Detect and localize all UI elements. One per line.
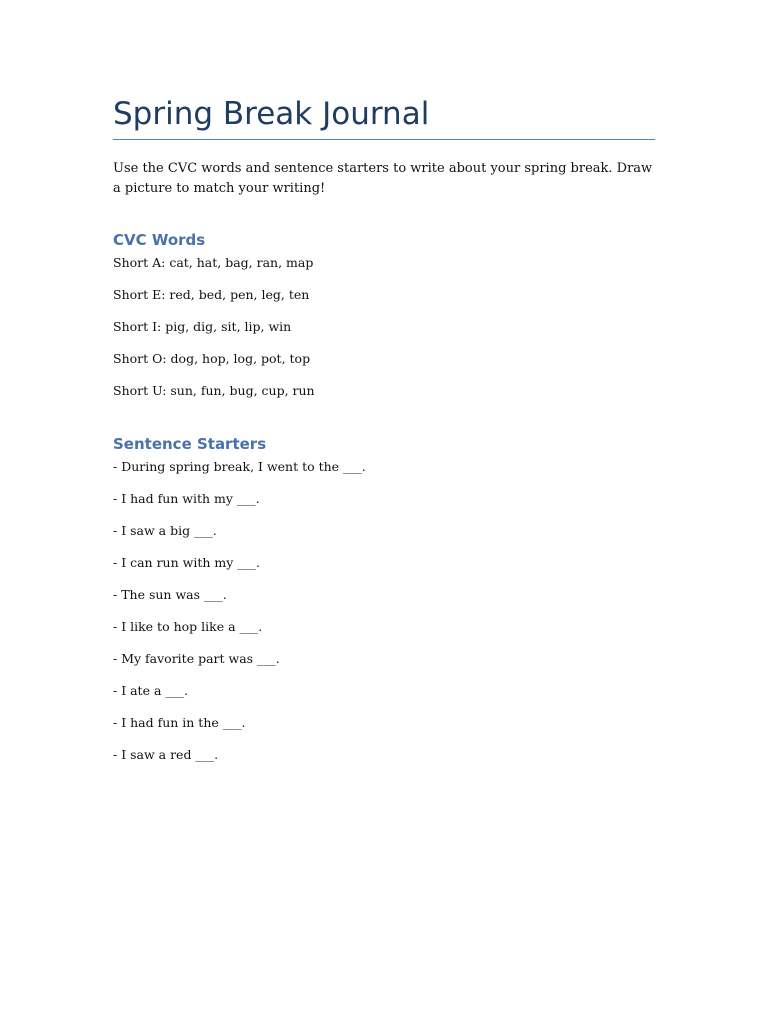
sentence-starters-heading: Sentence Starters — [113, 435, 267, 453]
starter-line: - I saw a red ___. — [113, 747, 219, 762]
cvc-line-short-a: Short A: cat, hat, bag, ran, map — [113, 255, 314, 270]
title-underline — [113, 139, 655, 140]
cvc-line-short-i: Short I: pig, dig, sit, lip, win — [113, 319, 292, 334]
cvc-line-short-u: Short U: sun, fun, bug, cup, run — [113, 383, 315, 398]
starter-line: - I had fun in the ___. — [113, 715, 246, 730]
cvc-line-short-e: Short E: red, bed, pen, leg, ten — [113, 287, 310, 302]
starter-line: - I ate a ___. — [113, 683, 189, 698]
intro-paragraph: Use the CVC words and sentence starters to write about your spring break. Draw a picture to match your writing! — [113, 161, 653, 196]
starter-line: - I like to hop like a ___. — [113, 619, 263, 634]
cvc-line-short-o: Short O: dog, hop, log, pot, top — [113, 351, 311, 366]
document-title: Spring Break Journal — [113, 96, 430, 132]
document-page — [113, 0, 655, 1024]
starter-line: - During spring break, I went to the ___. — [113, 459, 366, 474]
starter-line: - I had fun with my ___. — [113, 491, 260, 506]
starter-line: - I can run with my ___. — [113, 555, 260, 570]
starter-line: - I saw a big ___. — [113, 523, 217, 538]
starter-line: - The sun was ___. — [113, 587, 227, 602]
cvc-words-heading: CVC Words — [113, 231, 206, 249]
starter-line: - My favorite part was ___. — [113, 651, 280, 666]
